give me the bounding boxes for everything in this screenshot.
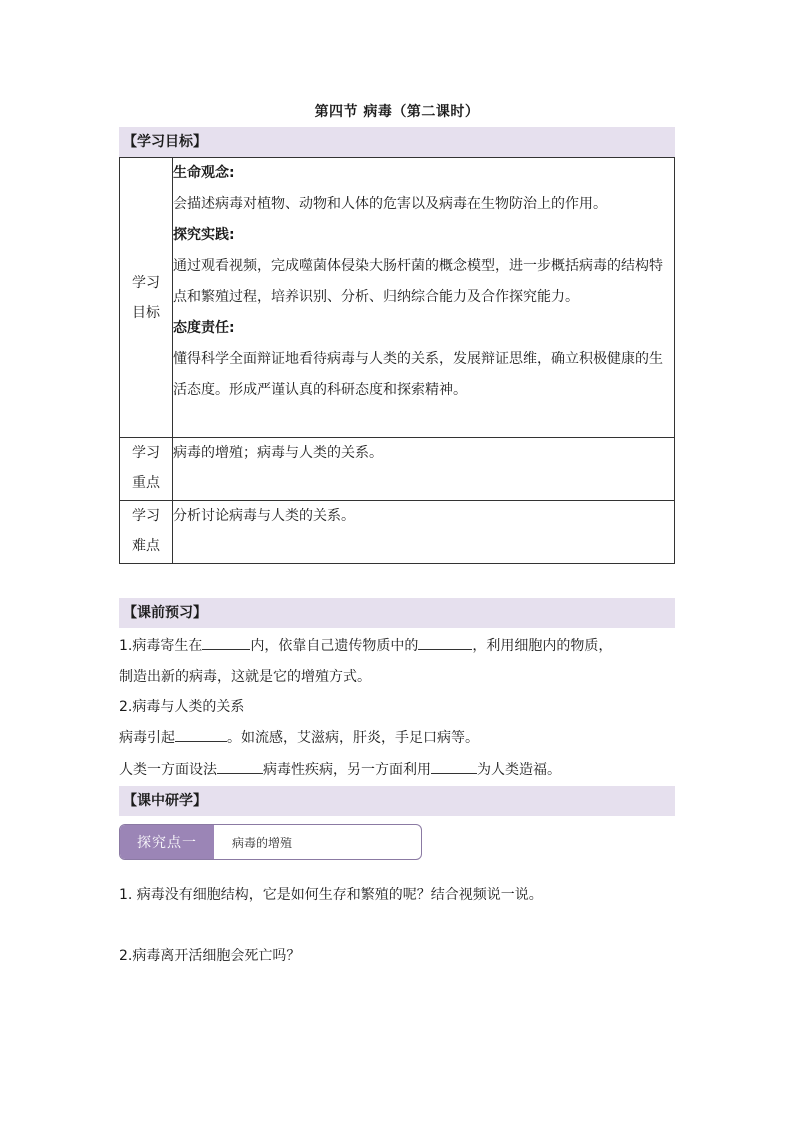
preview-q2-line2-text-b: 病毒性疾病，另一方面利用 — [263, 762, 431, 778]
section-header-goals: 【学习目标】 — [119, 127, 675, 157]
explore-point-tag: 探究点一 — [120, 825, 214, 859]
page-title: 第四节 病毒（第二课时） — [314, 104, 480, 120]
preview-q2-line2 — [119, 755, 689, 786]
practice-text: 通过观看视频，完成噬菌体侵染大肠杆菌的概念模型，进一步概括病毒的结构特点和繁殖过程，培养识别、分析、归纳综合能力及合作探究能力。 — [173, 258, 663, 305]
difficulty-label-line1: 学习 — [132, 508, 160, 524]
section-header-preview: 【课前预习】 — [119, 598, 675, 628]
study-question-1: 1. 病毒没有细胞结构，它是如何生存和繁殖的呢？结合视频说一说。 — [119, 887, 543, 903]
key-points-row — [120, 438, 675, 501]
life-concept-heading: 生命观念: — [173, 165, 235, 181]
attitude-heading: 态度责任: — [173, 320, 235, 336]
preview-q2-line2-text-a: 人类一方面设法 — [119, 762, 217, 778]
key-points-label — [120, 438, 173, 501]
goals-label-line2: 目标 — [132, 304, 160, 321]
attitude-text: 懂得科学全面辩证地看待病毒与人类的关系，发展辩证思维，确立积极健康的生活态度。形成严谨认真的科研态度和探索精神。 — [173, 351, 663, 398]
preview-q1-text-a: 1.病毒寄生在 — [119, 638, 203, 654]
goals-label-line1: 学习 — [132, 274, 160, 291]
explore-point-box — [119, 824, 422, 860]
key-label-line2: 重点 — [132, 475, 160, 491]
difficulty-row — [120, 501, 675, 564]
preview-q1-text-b: 内，依靠自己遗传物质中的 — [250, 638, 419, 654]
practice-heading: 探究实践: — [173, 227, 235, 243]
explore-point-topic: 病毒的增殖 — [232, 835, 293, 850]
preview-q1-line2: 制造出新的病毒，这就是它的增殖方式。 — [119, 669, 371, 685]
goals-table — [119, 157, 675, 564]
preview-q1 — [119, 631, 689, 662]
answer-blank[interactable] — [202, 635, 250, 650]
section-header-study: 【课中研学】 — [119, 786, 675, 816]
difficulty-content: 分析讨论病毒与人类的关系。 — [173, 501, 675, 564]
difficulty-label — [120, 501, 173, 564]
preview-q2-line1-text-a: 病毒引起 — [119, 730, 175, 746]
difficulty-label-line2: 难点 — [132, 538, 160, 554]
goals-content — [173, 158, 675, 438]
preview-q2-line1-text-b: 。如流感，艾滋病，肝炎，手足口病等。 — [227, 730, 479, 746]
goals-row-label — [120, 158, 173, 438]
preview-q2: 2.病毒与人类的关系 — [119, 699, 245, 715]
answer-blank[interactable] — [217, 759, 263, 774]
answer-blank[interactable] — [418, 635, 472, 650]
life-concept-text: 会描述病毒对植物、动物和人体的危害以及病毒在生物防治上的作用。 — [173, 196, 607, 212]
preview-q1-text-c: ，利用细胞内的物质， — [472, 638, 613, 654]
answer-blank[interactable] — [431, 759, 477, 774]
key-label-line1: 学习 — [132, 445, 160, 461]
key-points-content: 病毒的增殖；病毒与人类的关系。 — [173, 438, 675, 501]
study-question-2: 2.病毒离开活细胞会死亡吗？ — [119, 948, 301, 964]
answer-blank[interactable] — [175, 727, 227, 742]
preview-q2-line1 — [119, 723, 689, 754]
preview-q2-line2-text-c: 为人类造福。 — [477, 762, 561, 778]
goals-row — [120, 158, 675, 438]
